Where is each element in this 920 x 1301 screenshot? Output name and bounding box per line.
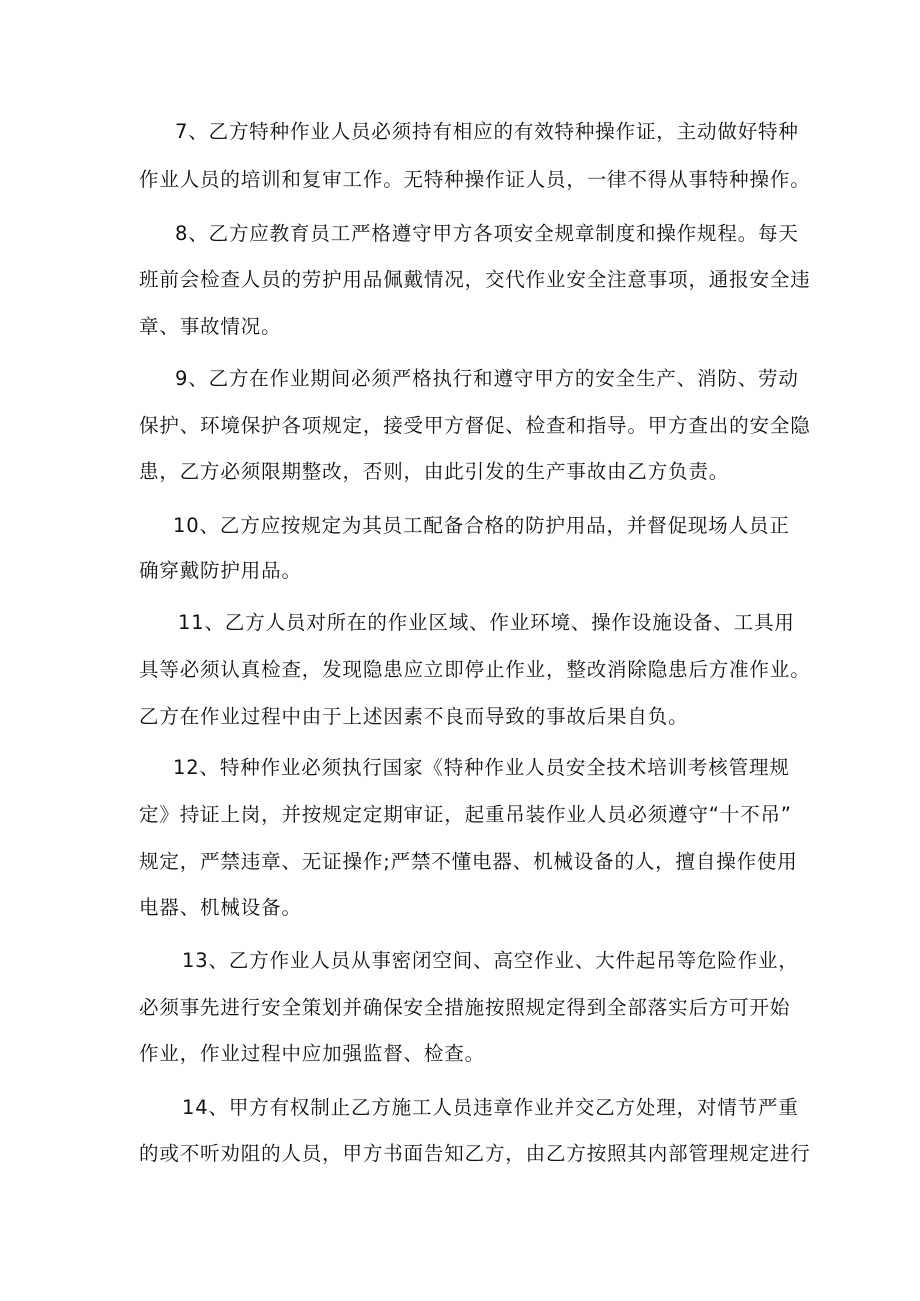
text-line: 乙方在作业过程中由于上述因素不良而导致的事故后果自负。 [139,705,689,728]
text-line: 确穿戴防护用品。 [139,559,302,582]
text-line: 必须事先进行安全策划并确保安全措施按照规定得到全部落实后方可开始 [139,996,791,1019]
text-line: 的或不听劝阻的人员，甲方书面告知乙方，由乙方按照其内部管理规定进行 [139,1142,811,1165]
text-line: 12、特种作业必须执行国家《特种作业人员安全技术培训考核管理规 [173,756,790,779]
text-line: 8、乙方应教育员工严格遵守甲方各项安全规章制度和操作规程。每天 [175,222,799,245]
text-line: 9、乙方在作业期间必须严格执行和遵守甲方的安全生产、消防、劳动 [175,367,799,390]
text-line: 11、乙方人员对所在的作业区域、作业环境、操作设施设备、工具用 [178,611,795,634]
text-line: 保护、环境保护各项规定，接受甲方督促、检查和指导。甲方查出的安全隐 [139,414,811,437]
text-line: 10、乙方应按规定为其员工配备合格的防护用品，并督促现场人员正 [173,514,790,537]
text-line: 具等必须认真检查，发现隐患应立即停止作业，整改消除隐患后方准作业。 [139,658,811,681]
text-line: 规定，严禁违章、无证操作;严禁不懂电器、机械设备的人，擅自操作使用 [139,850,798,873]
text-line: 电器、机械设备。 [139,896,302,919]
text-line: 作业人员的培训和复审工作。无特种操作证人员，一律不得从事特种操作。 [139,168,811,191]
text-line: 作业，作业过程中应加强监督、检查。 [139,1042,485,1065]
text-line: 班前会检查人员的劳护用品佩戴情况，交代作业安全注意事项，通报安全违 [139,268,811,291]
text-line: 患，乙方必须限期整改，否则，由此引发的生产事故由乙方负责。 [139,460,730,483]
text-line: 定》持证上岗，并按规定定期审证，起重吊装作业人员必须遵守“十不吊” [139,803,792,826]
text-line: 13、乙方作业人员从事密闭空间、高空作业、大件起吊等危险作业， [182,949,799,972]
text-line: 14、甲方有权制止乙方施工人员违章作业并交乙方处理，对情节严重 [182,1096,799,1119]
text-line: 7、乙方特种作业人员必须持有相应的有效特种操作证，主动做好特种 [175,120,799,143]
text-line: 章、事故情况。 [139,315,282,338]
